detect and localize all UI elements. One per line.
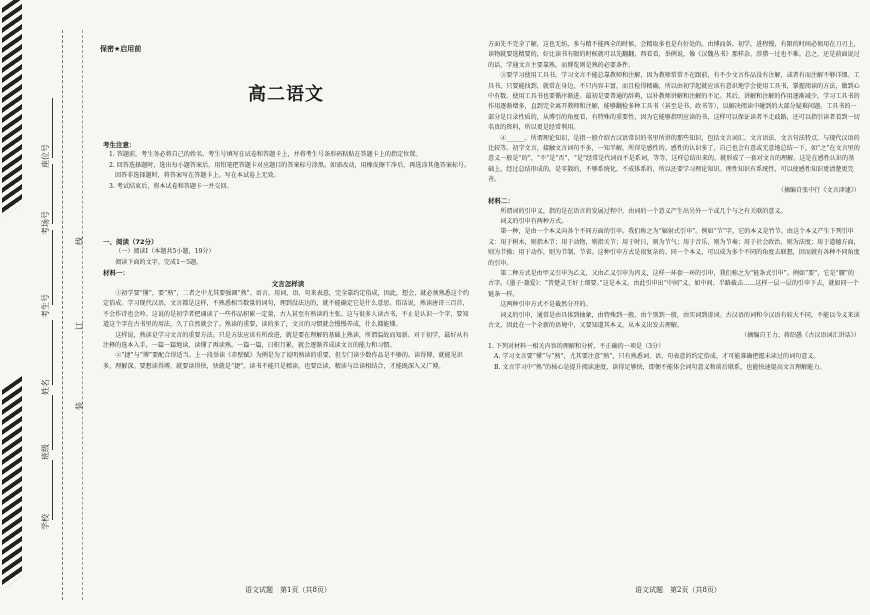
- article-paragraph: 这两种引申方式不是截然分开的。: [500, 301, 592, 309]
- section-intro: 阅读下面的文字，完成1～5题。: [115, 258, 203, 266]
- cut-word-fold: 订: [75, 322, 84, 330]
- field-school: 学校: [41, 514, 50, 530]
- decorative-stripes-bottom: [2, 376, 22, 590]
- subsection-heading: （一）阅读Ⅰ（本题共5小题，19分）: [115, 248, 215, 256]
- article-title: 文言怎样读: [271, 279, 305, 288]
- name-underline: [52, 320, 53, 385]
- page-footer-right: 语文试题 第2页（共8页）: [635, 586, 721, 594]
- candidate-number-underline: [52, 230, 53, 305]
- instructions: [103, 140, 473, 192]
- article-paragraph: 词义的引申，通常是由具体到抽象，由特殊到一般，由个别到一般，由实词到虚词。古汉语的词和今汉语有较大不同，不能以今义来读古文，因此在一个全新的语境中，又要知道其本义，从本义出发去理解。: [488, 311, 860, 329]
- question-1-option-b: B. 文言学习中“熟”的核心是提升阅读速度，读得足够快，即便不能体会词句意义和前后联系，也能快速提高文言理解能力。: [494, 363, 826, 371]
- article-paragraph: 这样说，熟读是学习文言的重要方法。只是方法应该有所改进，就是要在理解的基础上熟读，所谓温故而知新。对于初学，最好从有注释的选本入手，一篇一篇地读，读懂了再读熟。一篇一篇，日积月累，就会逐渐养成读文言的能力和习惯。: [103, 331, 469, 350]
- cut-word-bind: 装: [75, 402, 84, 410]
- article-paragraph: 方面先不完全了解，这也无妨，多与精不能两全的时候，会精取多也是有好处的。由博而备。初学，进程慢，有限的时间必须用在刀刃上，读物就要选精要的，好比读书有限的时候就可以先翻翻，西看看，举例说，像《汉魏丛书》那样杂，涉猎一过也不难。总之，还是前面说过的话，学通文言主要靠熟，而博览则是熟的必要条件。: [488, 41, 860, 69]
- instructions-heading: 考生注意：: [103, 141, 136, 149]
- exam-room-underline: [52, 164, 53, 224]
- article-paragraph: 词义的引申有两种方式。: [500, 217, 568, 225]
- question-1: 1. 下列对材料一相关内容的理解和分析，不正确的一项是（3分）: [488, 342, 665, 350]
- instruction-item: 2. 回答选择题时，选出每小题答案后，用铅笔把答题卡对应题目的答案标号涂黑。如需改动，用橡皮擦干净后，再选涂其他答案标号。回答非选择题时，将答案写在答题卡上。写在本试卷上无效。: [109, 161, 471, 180]
- decorative-stripes-top: [2, 0, 22, 218]
- section-heading: 一、阅读（72分）: [103, 238, 158, 246]
- instruction-item: 3. 考试结束后，将本试卷和答题卡一并交回。: [109, 182, 233, 190]
- article-paragraph: ①初学要“懂”，要“熟”，二者之中尤其要强调“熟”。语言，用词、语、句来表意，完全靠约定俗成，因此，想会，就必须熟悉这个约定俗成。学习现代汉语，文言都是这样，不熟悉相当数量的词句，理到没法达的，就不能确定它是什么意思。俗话说，熟读唐诗三百首，不会作诗也会吟。这说的是初学者把诵读了一些作品积累一定量，古人甚至有熟读的主张。这与很多人读古书，不止是认识一个字，要知道这个字在古书里的用法，久了自然就会了。熟读的重要，读的多了，文言的习惯就会慢慢养成，什么都能懂。: [103, 290, 470, 329]
- field-candidate-number: 考生号: [41, 294, 50, 318]
- article-paragraph: 所谓词的引申义，指的是在语言的发展过程中，由词的一个意义产生出另外一个或几个与之有关联的意义。: [500, 207, 787, 215]
- cut-line-inner: [82, 30, 83, 600]
- field-class: 班级: [41, 444, 50, 460]
- instruction-item: 1. 答题前，考生务必将自己的姓名、考生号填写在试卷和答题卡上，并将考生号条形码粘贴在答题卡上的指定位置。: [109, 151, 422, 159]
- cut-word-line: 线: [75, 237, 84, 245]
- article-paragraph: ②“捷”与“博”要配合得适当。上一段举读《赤壁赋》为例是为了说明熟读的重要，但专门读少数作品是不够的。读得博，就能见识多，理解深。要想读得博，就要读得快，快就是“捷”。读书不能只是精读，也要泛读，精读与泛读相结合，才能既深入又广博。: [103, 352, 463, 370]
- article-paragraph: ③要学习使用工具书。学习文言不能总靠教师和注解，因为教师常常不在跟前，有不少文言作品没有注解，或者有而注解不够详细。工具书，只要能找到，就常在身边，不只内容丰富，而且检得精确，所以由初学起就应该有意识地学会使用工具书，掌握阅读的方法，做到心中有数。使用工具书也要循序渐进。最初是要普通的辞典，以补教师讲解和注解的不足。其后，讲解和注解的作用逐渐减少，学习工具书的作用逐渐增多，直到完全离开教师和注解，能够翻检多种工具书（甚至是书、政书等），以解决阅读中碰到的大部分疑难问题。工具书的一部分是目录性质的，从博引的角度看，有特殊的重要性，因为它能够指明应读的书，这样可以保证读者不走歧路，还可以指引读者看到一切名贵的资料，所以更是经常利用。: [488, 72, 860, 132]
- article-paragraph: 第一种，是由一个本义向各个不同方面的引申。我们称之为“辐射式引申”。例如“节”字，它的本义是竹节。由这个本义产生下列引申义：用于树木，则指木节；用于动物，则指关节；用于时日，则为节气；用于音乐，则为节奏；用于社会政治，则为法度；用于道德方面，则为节操；用于动作，则为节制、节省。这种引申方式是很复杂的。同一个本义，可以成为多个不同的角度去联想，因而就有各种不同角度的引申。: [488, 228, 860, 267]
- school-underline: [52, 460, 53, 520]
- field-name: 姓名: [41, 379, 50, 395]
- source-note: （摘编自张中行《文言津逮》）: [777, 186, 860, 194]
- page-footer-left: 语文试题 第1页（共8页）: [245, 586, 331, 594]
- class-underline: [52, 395, 53, 450]
- question-1-option-a: A. 学习文言要“懂”与“熟”，尤其要注意“熟”，只有熟悉词、语、句表意的约定俗成，才可能准确把握未读过的词句意义。: [494, 353, 820, 361]
- source-note: （摘编自王力、蒋绍愚《古汉语词汇讲话》）: [741, 332, 860, 340]
- material1-label: 材料一：: [103, 269, 129, 278]
- section-reading: [103, 237, 473, 372]
- article-paragraph: ④______。所谓理论知识，是指一般介绍古汉语常识的书里所讲的那些知识，包括文言词汇、文言语法、文言句法特点、与现代汉语的比较等。初学文言，接触文言词句不多，一知半解，所得是感性的。感性的认识多了，自己也会有意或无意地总结一下，如“之”在文言里的意义一般是“的”，“不”是“否”，“是”经常是代词而不是系词，等等，这样总结出来的，就形成了一套对文言的理解。这是在感性认识的基础上，经过总结形成的，是零散的，不够系统化、不成体系的，所以还要学习理论知识。理性知识有系统性，可以使感性知识更清楚更完善。: [488, 134, 860, 184]
- material2-label: 材料二：: [488, 197, 514, 206]
- secret-label: 保密★启用前: [100, 45, 142, 53]
- page-title: 高二语文: [248, 84, 324, 105]
- field-seat-number: 座位号: [41, 144, 50, 168]
- right-column-content: [488, 40, 860, 373]
- field-exam-room: 考场号: [41, 211, 50, 235]
- cut-line: [62, 30, 63, 600]
- binding-strip: [0, 0, 90, 615]
- seat-number-underline: [52, 98, 53, 158]
- article-paragraph: 第二种方式是由甲义引申为乙义，又由乙义引申为丙义，这样一环套一环的引申，我们称之为“链条式引申”。例如“要”，它是“腰”的古字。《墨子·兼爱》：“昔楚灵王好士细要。”这是本义。由此引申出“中间”义，如中间、半路截击……这样一层一层的引申下去，就如同一个链条一样。: [488, 269, 859, 298]
